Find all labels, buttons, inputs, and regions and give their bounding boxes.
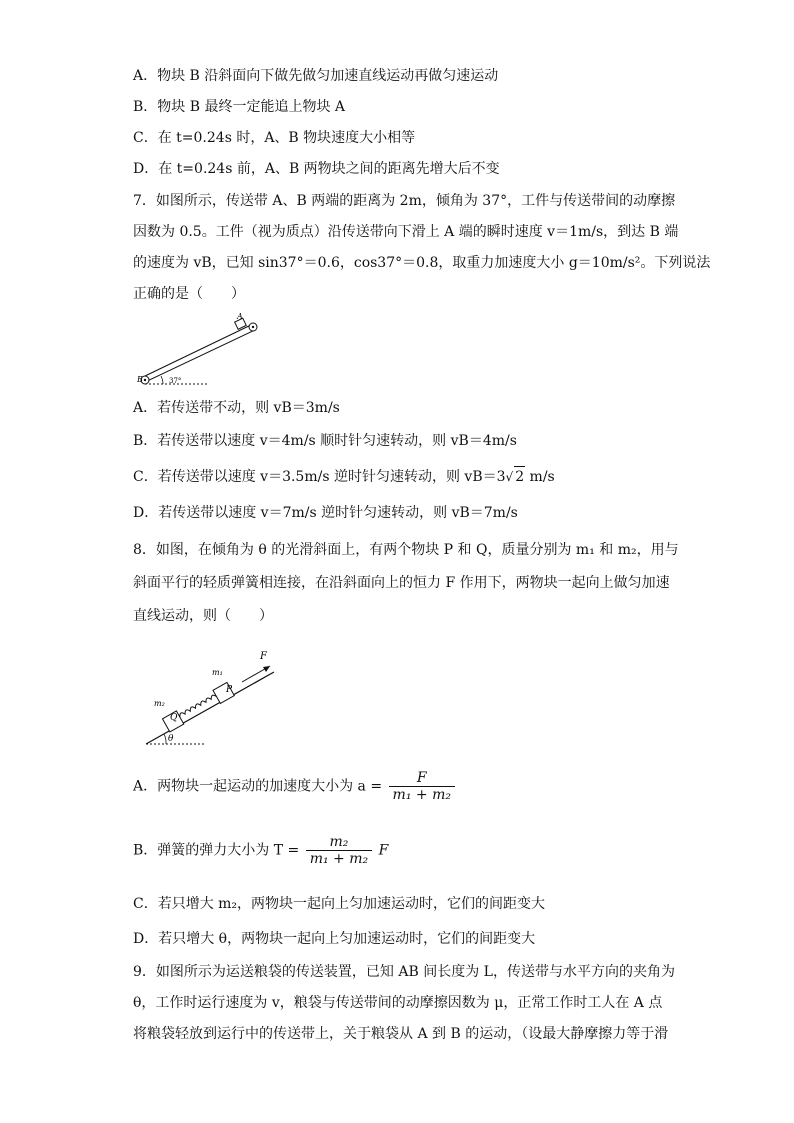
- fig-label-theta: θ: [168, 734, 174, 744]
- fig-label-m2: m₂: [154, 699, 165, 708]
- spring-icon: [178, 694, 216, 717]
- q6-option-a: A．物块 B 沿斜面向下做先做匀加速直线运动再做匀速运动: [133, 68, 499, 84]
- q8-option-a: [133, 770, 457, 803]
- q8-incline-figure: [140, 644, 290, 752]
- q8-option-b-text: B．弹簧的弹力大小为 T =: [133, 842, 300, 859]
- q8-option-d: D．若只增大 θ，两物块一起向上匀加速运动时，它们的间距变大: [133, 931, 536, 947]
- q6-option-b: B．物块 B 最终一定能追上物块 A: [133, 99, 346, 115]
- fig-angle-label: 37°: [169, 377, 182, 385]
- fig-label-f: F: [260, 651, 267, 662]
- q7-conveyor-figure: [133, 308, 263, 390]
- q8-option-b-denominator: m₁ + m₂: [306, 850, 372, 867]
- q7-option-c-unit: m/s: [525, 469, 555, 485]
- q8-option-a-text: A．两物块一起运动的加速度大小为 a =: [133, 778, 383, 795]
- angle-arc: [164, 734, 166, 744]
- q8-option-a-numerator: F: [416, 770, 427, 786]
- q6-option-c: C．在 t=0.24s 时，A、B 物块速度大小相等: [133, 130, 416, 146]
- q7-stem-line3: 的速度为 vB，已知 sin37°＝0.6，cos37°＝0.8，取重力加速度大小 g＝10m/s²。下列说法: [133, 255, 711, 271]
- incline-surface: [146, 672, 274, 744]
- q9-stem-line3: 将粮袋轻放到运行中的传送带上，关于粮袋从 A 到 B 的运动，（设最大静摩擦力等于滑: [133, 1026, 669, 1042]
- q8-option-a-denominator: m₁ + m₂: [389, 786, 455, 803]
- q7-stem-line2: 因数为 0.5。工件（视为质点）沿传送带向下滑上 A 端的瞬时速度 v＝1m/s，到达 B 端: [133, 224, 679, 240]
- q8-stem-line3: 直线运动，则（ ）: [133, 608, 273, 624]
- fig-label-a: A: [237, 312, 243, 321]
- q7-option-c-radicand: 2: [514, 466, 525, 487]
- belt-bottom-edge: [143, 330, 255, 383]
- belt-top-edge: [145, 324, 253, 376]
- q8-option-b-numerator: m₂: [329, 834, 349, 850]
- q9-stem-line2: θ，工作时运行速度为 v，粮袋与传送带间的动摩擦因数为 μ，正常工作时工人在 A 点: [133, 995, 663, 1011]
- q8-option-b-fraction: [306, 834, 372, 867]
- q9-stem-line1: 9．如图所示为运送粮袋的传送装置，已知 AB 间长度为 L，传送带与水平方向的夹角为: [133, 964, 675, 980]
- fig-label-p: P: [226, 685, 233, 695]
- q8-option-b: [133, 834, 388, 867]
- fig-label-q: Q: [170, 713, 178, 723]
- q7-stem-line4: 正确的是（ ）: [133, 286, 245, 302]
- q7-option-c-text: C．若传送带以速度 v＝3.5m/s 逆时针匀速转动，则 vB＝3: [133, 469, 506, 485]
- q7-option-d: D．若传送带以速度 v＝7m/s 逆时针匀速转动，则 vB＝7m/s: [133, 505, 518, 521]
- angle-arc: [161, 376, 163, 384]
- q6-option-d: D．在 t=0.24s 前，A、B 两物块之间的距离先增大后不变: [133, 161, 500, 177]
- fig-label-b: B: [137, 375, 143, 384]
- q8-option-c: C．若只增大 m₂，两物块一起向上匀加速运动时，它们的间距变大: [133, 896, 546, 912]
- q7-option-b: B．若传送带以速度 v＝4m/s 顺时针匀速转动，则 vB＝4m/s: [133, 433, 517, 449]
- q8-stem-line1: 8．如图，在倾角为 θ 的光滑斜面上，有两个物块 P 和 Q，质量分别为 m₁ 和 m₂，用与: [133, 542, 679, 558]
- fig-label-m1: m₁: [212, 668, 223, 677]
- q7-stem-line1: 7．如图所示，传送带 A、B 两端的距离为 2m，倾角为 37°，工件与传送带间的动摩擦: [133, 193, 676, 209]
- q8-option-a-fraction: [389, 770, 455, 803]
- q8-stem-line2: 斜面平行的轻质弹簧相连接，在沿斜面向上的恒力 F 作用下，两物块一起向上做匀加速: [133, 575, 670, 591]
- q7-option-c: C．若传送带以速度 v＝3.5m/s 逆时针匀速转动，则 vB＝3√ 2 m/s: [133, 466, 555, 487]
- q8-option-b-force: F: [378, 842, 389, 859]
- q7-option-a: A．若传送带不动，则 vB＝3m/s: [133, 400, 340, 416]
